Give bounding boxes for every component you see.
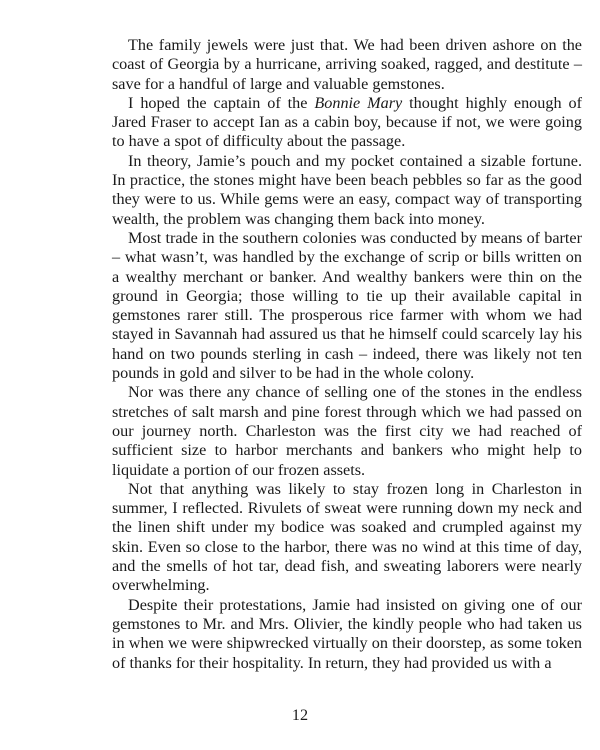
paragraph-4: Most trade in the southern colonies was conducted by means of barter – what wasn’t, was handled by the exchange of scrip or bills written on a wealthy merchant or banker. And wealthy bankers were thin on the ground in Georgia; those willing to tie up their available capital in gemstones rarer still. The prosperous rice farmer with whom we had stayed in Savannah had assured us that he himself could scarcely lay his hand on two pounds sterling in cash – indeed, there was likely not ten pounds in gold and silver to be had in the whole colony.: [112, 228, 582, 383]
paragraph-6: Not that anything was likely to stay frozen long in Charleston in summer, I reflected. Rivulets of sweat were running down my neck and the linen shift under my bodice was soaked and crumpled against my skin. Even so close to the harbor, there was no wind at this time of day, and the smells of hot tar, dead fish, and sweating laborers were nearly overwhelming.: [112, 479, 582, 595]
paragraph-3: In theory, Jamie’s pouch and my pocket contained a sizable fortune. In practice, the stones might have been beach pebbles so far as the good they were to us. While gems were an easy, compact way of transporting wealth, the problem was changing them back into money.: [112, 151, 582, 228]
body-text: [112, 36, 582, 673]
page-number: 12: [291, 706, 309, 724]
paragraph-2-start: I hoped the captain of the: [128, 93, 315, 112]
ship-name: Bonnie Mary: [314, 93, 403, 112]
paragraph-1: The family jewels were just that. We had been driven ashore on the coast of Georgia by a hurricane, arriving soaked, ragged, and destitute – save for a handful of large and valuable gemstones.: [112, 36, 582, 93]
paragraph-2-end: thought highly enough of Jared Fraser to accept Ian as a cabin boy, because if not, we were going to have a spot of difficulty about the passage.: [112, 93, 582, 151]
paragraph-5: Nor was there any chance of selling one of the stones in the endless stretches of salt marsh and pine forest through which we had passed on our journey north. Charleston was the first city we had reached of sufficient size to harbor merchants and bankers who might help to liquidate a portion of our frozen assets.: [112, 383, 582, 479]
paragraph-2: [112, 94, 582, 152]
paragraph-7: Despite their protestations, Jamie had insisted on giving one of our gemstones to Mr. and Mrs. Olivier, the kindly people who had taken us in when we were shipwrecked virtually on their doorstep, as some token of thanks for their hospitality. In return, they had provided us with a: [112, 595, 582, 672]
